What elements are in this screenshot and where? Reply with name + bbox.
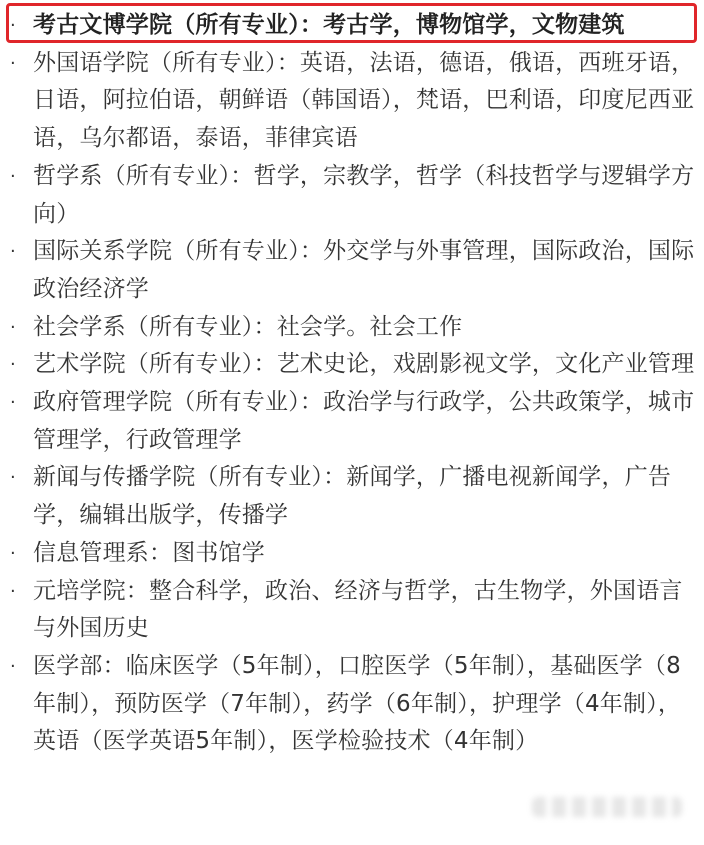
list-item-text: 医学部：临床医学（5年制），口腔医学（5年制），基础医学（8年制），预防医学（7年制），药学（6年制），护理学（4年制），英语（医学英语5年制），医学检验技术（4年制）	[33, 652, 682, 755]
bullet-dot: ·	[10, 580, 16, 602]
list-item-international-relations	[0, 233, 704, 308]
watermark-blur	[532, 797, 682, 817]
list-item-journalism	[0, 459, 704, 534]
list-item-sociology	[0, 309, 704, 347]
list-item-yuanpei	[0, 573, 704, 648]
list-item-text: 政府管理学院（所有专业）：政治学与行政学，公共政策学，城市管理学，行政管理学	[33, 389, 695, 453]
bullet-dot: ·	[10, 542, 16, 564]
bullet-dot: ·	[10, 354, 16, 376]
list-item-text: 考古文博学院（所有专业）：考古学，博物馆学，文物建筑	[33, 12, 625, 38]
list-item-text: 哲学系（所有专业）：哲学，宗教学，哲学（科技哲学与逻辑学方向）	[33, 162, 695, 227]
bullet-dot: ·	[10, 241, 16, 263]
list-item-government	[0, 384, 704, 459]
bullet-dot: ·	[10, 316, 16, 338]
bullet-dot: ·	[10, 52, 16, 74]
bullet-dot: ·	[10, 165, 16, 187]
list-item-arts	[0, 346, 704, 384]
list-item-information-management	[0, 535, 704, 573]
bullet-dot: ·	[10, 655, 16, 677]
list-item-text: 国际关系学院（所有专业）：外交学与外事管理，国际政治，国际政治经济学	[33, 238, 695, 302]
list-item-philosophy	[0, 158, 704, 233]
bullet-dot: ·	[10, 15, 16, 36]
list-item-text: 社会学系（所有专业）：社会学。社会工作	[33, 313, 463, 340]
list-item-text: 信息管理系：图书馆学	[33, 539, 265, 566]
list-item-archaeology	[0, 7, 704, 45]
list-item-medicine	[0, 648, 704, 761]
list-item-text: 元培学院：整合科学，政治、经济与哲学，古生物学，外国语言与外国历史	[33, 577, 683, 642]
list-item-text: 新闻与传播学院（所有专业）：新闻学，广播电视新闻学，广告学，编辑出版学，传播学	[33, 464, 672, 529]
list-item-text: 艺术学院（所有专业）：艺术史论，戏剧影视文学，文化产业管理	[33, 351, 695, 378]
bullet-dot: ·	[10, 392, 16, 414]
list-item-text: 外国语学院（所有专业）：英语，法语，德语，俄语，西班牙语，日语，阿拉伯语，朝鲜语（韩国语），梵语，巴利语，印度尼西亚语，乌尔都语，泰语，菲律宾语	[33, 49, 695, 152]
bullet-dot: ·	[10, 467, 16, 489]
list-item-foreign-languages	[0, 45, 704, 158]
